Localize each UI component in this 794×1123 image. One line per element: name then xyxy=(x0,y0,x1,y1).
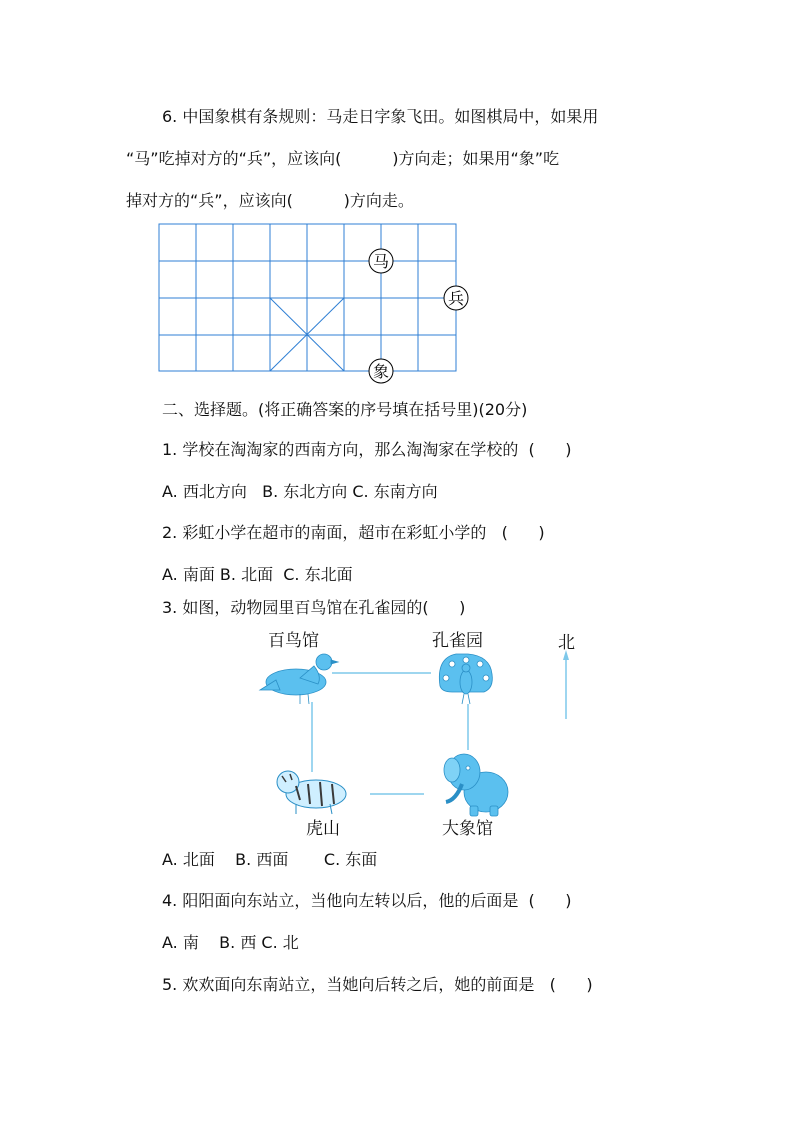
elephant-icon xyxy=(444,754,508,816)
elephant-hall-label: 大象馆 xyxy=(442,819,493,838)
pigeon-icon xyxy=(260,654,338,704)
question-2-options: A. 南面 B. 北面 C. 东北面 xyxy=(162,565,353,584)
peacock-garden-label: 孔雀园 xyxy=(432,631,483,651)
tiger-hill-label: 虎山 xyxy=(306,819,340,838)
question-4-options: A. 南 B. 西 C. 北 xyxy=(162,933,299,952)
peacock-icon xyxy=(439,654,492,704)
elephant-piece xyxy=(369,359,393,383)
zoo-map xyxy=(256,624,578,838)
q6-line-3: 掉对方的“兵”，应该向( )方向走。 xyxy=(126,191,414,210)
north-label: 北 xyxy=(558,633,575,653)
elephant-label: 象 xyxy=(372,362,390,381)
tiger-icon xyxy=(277,771,346,814)
q6-line-1: 6. 中国象棋有条规则：马走日字象飞田。如图棋局中，如果用 xyxy=(162,107,599,126)
question-2-stem: 2. 彩虹小学在超市的南面，超市在彩虹小学的 ( ) xyxy=(162,523,545,542)
horse-label: 马 xyxy=(372,252,390,271)
q6-line-2: “马”吃掉对方的“兵”，应该向( )方向走；如果用“象”吃 xyxy=(126,149,560,168)
soldier-label: 兵 xyxy=(447,289,465,308)
soldier-piece xyxy=(444,286,468,310)
chess-board xyxy=(150,218,480,390)
question-3-stem: 3. 如图，动物园里百鸟馆在孔雀园的( ) xyxy=(162,598,466,617)
question-5-stem: 5. 欢欢面向东南站立，当她向后转之后，她的前面是 ( ) xyxy=(162,975,593,994)
question-4-stem: 4. 阳阳面向东站立，当他向左转以后，他的后面是 ( ) xyxy=(162,891,572,910)
question-3-options: A. 北面 B. 西面 C. 东面 xyxy=(162,850,378,869)
birds-hall-label: 百鸟馆 xyxy=(268,631,319,651)
section-heading: 二、选择题。(将正确答案的序号填在括号里)(20分) xyxy=(162,400,528,419)
horse-piece xyxy=(369,249,393,273)
question-1-options: A. 西北方向 B. 东北方向 C. 东南方向 xyxy=(162,482,438,501)
question-1-stem: 1. 学校在淘淘家的西南方向，那么淘淘家在学校的 ( ) xyxy=(162,440,572,459)
